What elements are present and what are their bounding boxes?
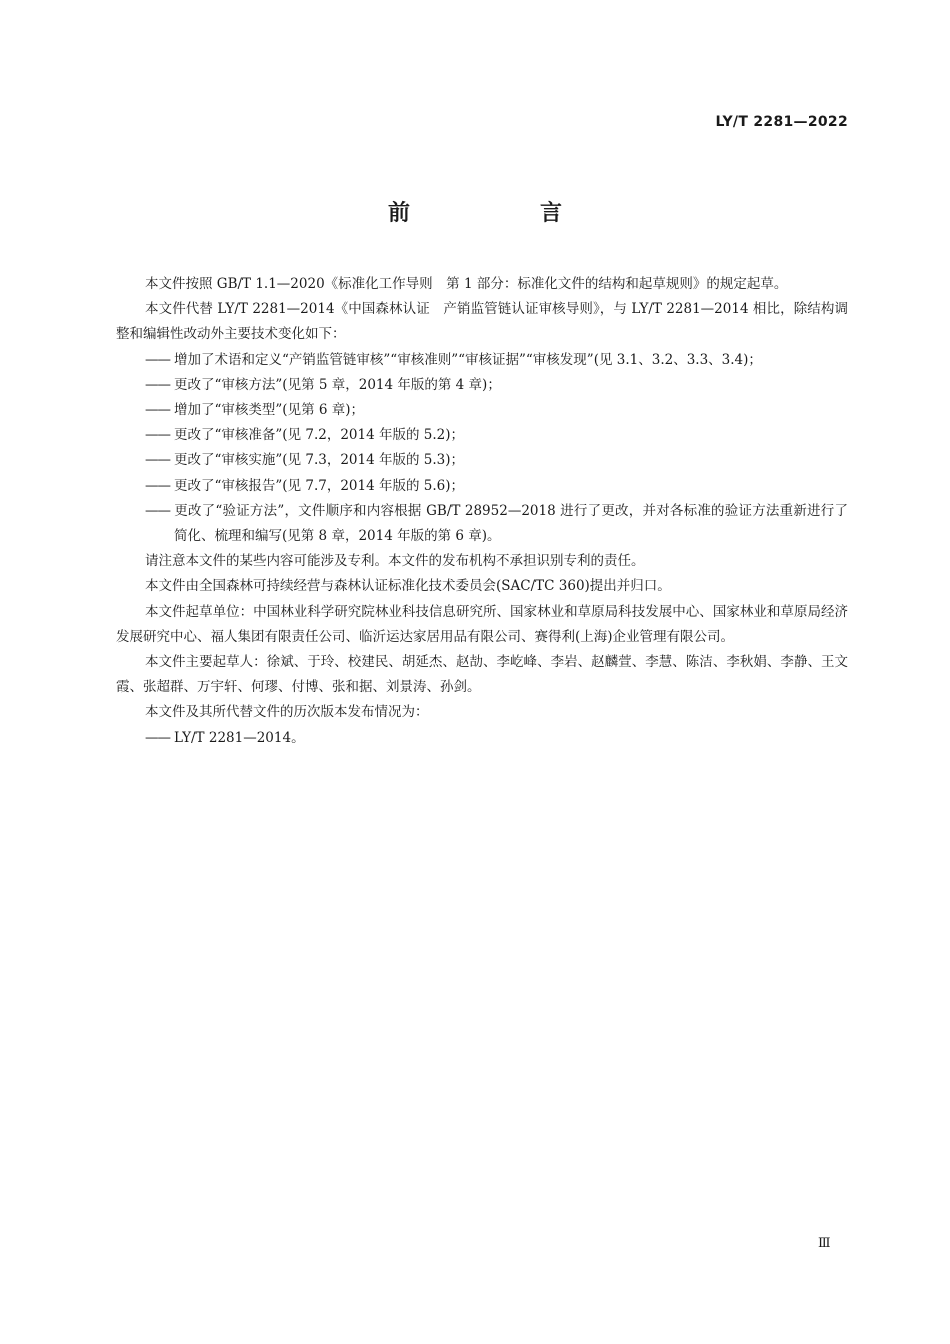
dash-marker: —— bbox=[145, 376, 170, 393]
list-item-change bbox=[116, 348, 848, 373]
change-text: 更改了“验证方法”，文件顺序和内容根据 GB/T 28952—2018 进行了更改，并对各标准的验证方法重新进行了简化、梳理和编写(见第 8 章，2014 年版的第 6 章)。 bbox=[174, 502, 848, 545]
dash-marker: —— bbox=[145, 351, 170, 368]
dash-marker: —— bbox=[145, 477, 170, 494]
dash-marker: —— bbox=[145, 402, 170, 419]
change-text: 更改了“审核实施”(见 7.3，2014 年版的 5.3)； bbox=[174, 452, 465, 469]
list-item-change bbox=[116, 474, 848, 499]
dash-marker: —— bbox=[145, 729, 170, 746]
dash-marker: —— bbox=[145, 502, 170, 519]
change-text: 增加了术语和定义“产销监管链审核”“审核准则”“审核证据”“审核发现”(见 3.1、3.2、3.3、3.4)； bbox=[174, 351, 762, 368]
history-text: LY/T 2281—2014。 bbox=[174, 729, 305, 746]
change-text: 更改了“审核方法”(见第 5 章，2014 年版的第 4 章)； bbox=[174, 376, 501, 393]
document-code: LY/T 2281—2022 bbox=[715, 114, 848, 130]
change-text: 更改了“审核报告”(见 7.7，2014 年版的 5.6)； bbox=[174, 477, 465, 494]
list-item-change bbox=[116, 499, 848, 549]
paragraph-drafting-rules: 本文件按照 GB/T 1.1—2020《标准化工作导则 第 1 部分：标准化文件的结构和起草规则》的规定起草。 bbox=[145, 276, 788, 292]
list-item-change bbox=[116, 423, 848, 448]
paragraph-patent-notice: 请注意本文件的某些内容可能涉及专利。本文件的发布机构不承担识别专利的责任。 bbox=[145, 553, 645, 570]
list-item-history bbox=[116, 726, 848, 751]
dash-marker: —— bbox=[145, 452, 170, 469]
change-text: 更改了“审核准备”(见 7.2，2014 年版的 5.2)； bbox=[174, 427, 465, 444]
list-item-change bbox=[116, 398, 848, 423]
paragraph-proposer: 本文件由全国森林可持续经营与森林认证标准化技术委员会(SAC/TC 360)提出并归口。 bbox=[145, 578, 671, 595]
dash-marker: —— bbox=[145, 427, 170, 444]
paragraph-history-intro: 本文件及其所代替文件的历次版本发布情况为： bbox=[145, 704, 429, 721]
page-title: 前 言 bbox=[387, 201, 616, 226]
page-number: Ⅲ bbox=[818, 1236, 831, 1251]
preface-body bbox=[116, 272, 848, 751]
change-text: 增加了“审核类型”(见第 6 章)； bbox=[174, 402, 365, 419]
list-item-change bbox=[116, 373, 848, 398]
paragraph-drafting-units: 本文件起草单位：中国林业科学研究院林业科技信息研究所、国家林业和草原局科技发展中心、国家林业和草原局经济发展研究中心、福人集团有限责任公司、临沂运达家居用品有限公司、赛得利(上海)企业管理有限公司。 bbox=[116, 603, 848, 645]
list-item-change bbox=[116, 448, 848, 473]
paragraph-replacement: 本文件代替 LY/T 2281—2014《中国森林认证 产销监管链认证审核导则》，与 LY/T 2281—2014 相比，除结构调整和编辑性改动外主要技术变化如下： bbox=[116, 301, 848, 343]
paragraph-drafters: 本文件主要起草人：徐斌、于玲、校建民、胡延杰、赵劼、李屹峰、李岩、赵麟萱、李慧、陈洁、李秋娟、李静、王文霞、张超群、万宇轩、何璆、付博、张和据、刘景涛、孙剑。 bbox=[116, 654, 848, 696]
